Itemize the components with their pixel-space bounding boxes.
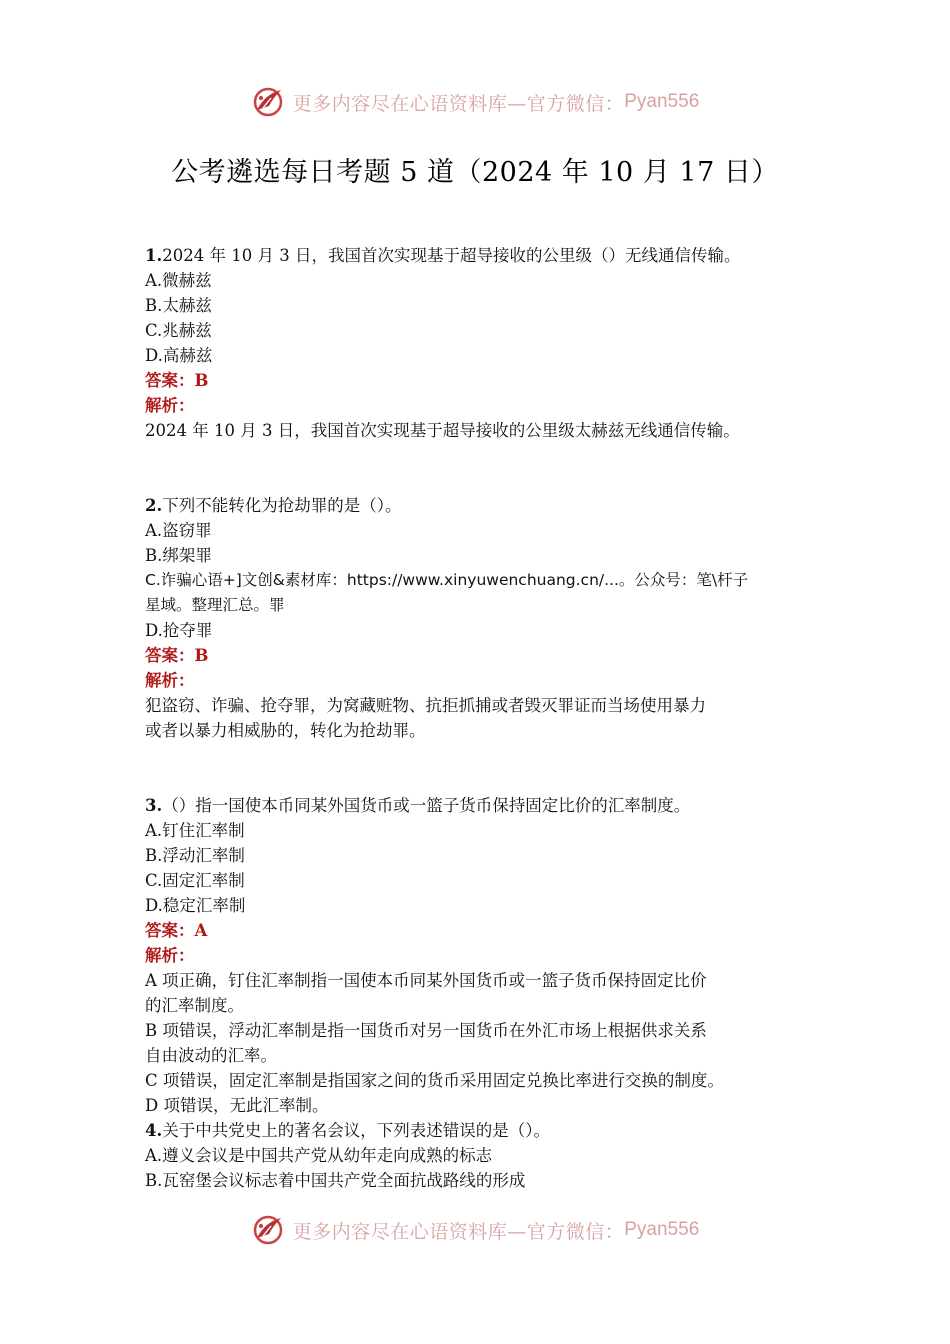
- analysis-label: 解析：: [145, 946, 195, 965]
- question-number: 2.: [145, 496, 163, 515]
- analysis-text: A 项正确，钉住汇率制指一国使本币同某外国货币或一篮子货币保持固定比价: [145, 971, 707, 990]
- question-stem: 3.（）指一国使本币同某外国货币或一篮子货币保持固定比价的汇率制度。: [145, 796, 691, 815]
- analysis-text: 或者以暴力相威胁的，转化为抢劫罪。: [145, 721, 426, 740]
- option: A.钉住汇率制: [145, 821, 245, 840]
- analysis-label: 解析：: [145, 396, 195, 415]
- option: B.浮动汇率制: [145, 846, 245, 865]
- question-number: 4.: [145, 1121, 163, 1140]
- option: A.盗窃罪: [145, 521, 212, 540]
- analysis-text: D 项错误，无此汇率制。: [145, 1096, 329, 1115]
- answer: 答案：B: [145, 371, 209, 390]
- option: C.兆赫兹: [145, 321, 212, 340]
- answer: 答案：B: [145, 646, 209, 665]
- analysis-text: 自由波动的汇率。: [145, 1046, 277, 1065]
- analysis-text: 2024 年 10 月 3 日，我国首次实现基于超导接收的公里级太赫兹无线通信传输。: [145, 421, 740, 440]
- pen-nib-swirl-icon: [251, 84, 287, 120]
- banner-wechat-id: Pyan556: [624, 91, 700, 112]
- question-number: 1.: [145, 246, 163, 265]
- option-continued: 星域。整理汇总。罪: [145, 596, 285, 614]
- option: B.瓦窑堡会议标志着中国共产党全面抗战路线的形成: [145, 1171, 526, 1190]
- banner-text: 更多内容尽在心语资料库—官方微信：: [292, 92, 625, 115]
- analysis-text: C 项错误，固定汇率制是指国家之间的货币采用固定兑换比率进行交换的制度。: [145, 1071, 724, 1090]
- answer: 答案：A: [145, 921, 208, 940]
- option: C.诈骗心语+]文创&素材库：https://www.xinyuwenchuang.cn/...。公众号：笔\杆子: [145, 571, 749, 589]
- question-number: 3.: [145, 796, 163, 815]
- analysis-label: 解析：: [145, 671, 195, 690]
- option: A.遵义会议是中国共产党从幼年走向成熟的标志: [145, 1146, 493, 1165]
- option: A.微赫兹: [145, 271, 212, 290]
- pen-nib-swirl-icon: [251, 1212, 287, 1248]
- option: B.绑架罪: [145, 546, 212, 565]
- question-stem: 1.2024 年 10 月 3 日，我国首次实现基于超导接收的公里级（）无线通信传输。: [145, 246, 741, 265]
- question-stem: 2.下列不能转化为抢劫罪的是（）。: [145, 496, 402, 515]
- option: D.抢夺罪: [145, 621, 213, 640]
- option: D.稳定汇率制: [145, 896, 246, 915]
- option: C.固定汇率制: [145, 871, 245, 890]
- question-list: [145, 243, 809, 1193]
- banner-wechat-id: Pyan556: [624, 1219, 700, 1240]
- analysis-text: B 项错误，浮动汇率制是指一国货币对另一国货币在外汇市场上根据供求关系: [145, 1021, 707, 1040]
- analysis-text: 的汇率制度。: [145, 996, 244, 1015]
- option: B.太赫兹: [145, 296, 212, 315]
- page-title: 公考遴选每日考题 5 道（2024 年 10 月 17 日）: [171, 157, 779, 188]
- option: D.高赫兹: [145, 346, 213, 365]
- banner-text: 更多内容尽在心语资料库—官方微信：: [292, 1220, 625, 1243]
- analysis-text: 犯盗窃、诈骗、抢夺罪，为窝藏赃物、抗拒抓捕或者毁灭罪证而当场使用暴力: [145, 696, 706, 715]
- header-banner: [0, 82, 950, 122]
- question-stem: 4.关于中共党史上的著名会议，下列表述错误的是（）。: [145, 1121, 550, 1140]
- footer-banner: [0, 1210, 950, 1250]
